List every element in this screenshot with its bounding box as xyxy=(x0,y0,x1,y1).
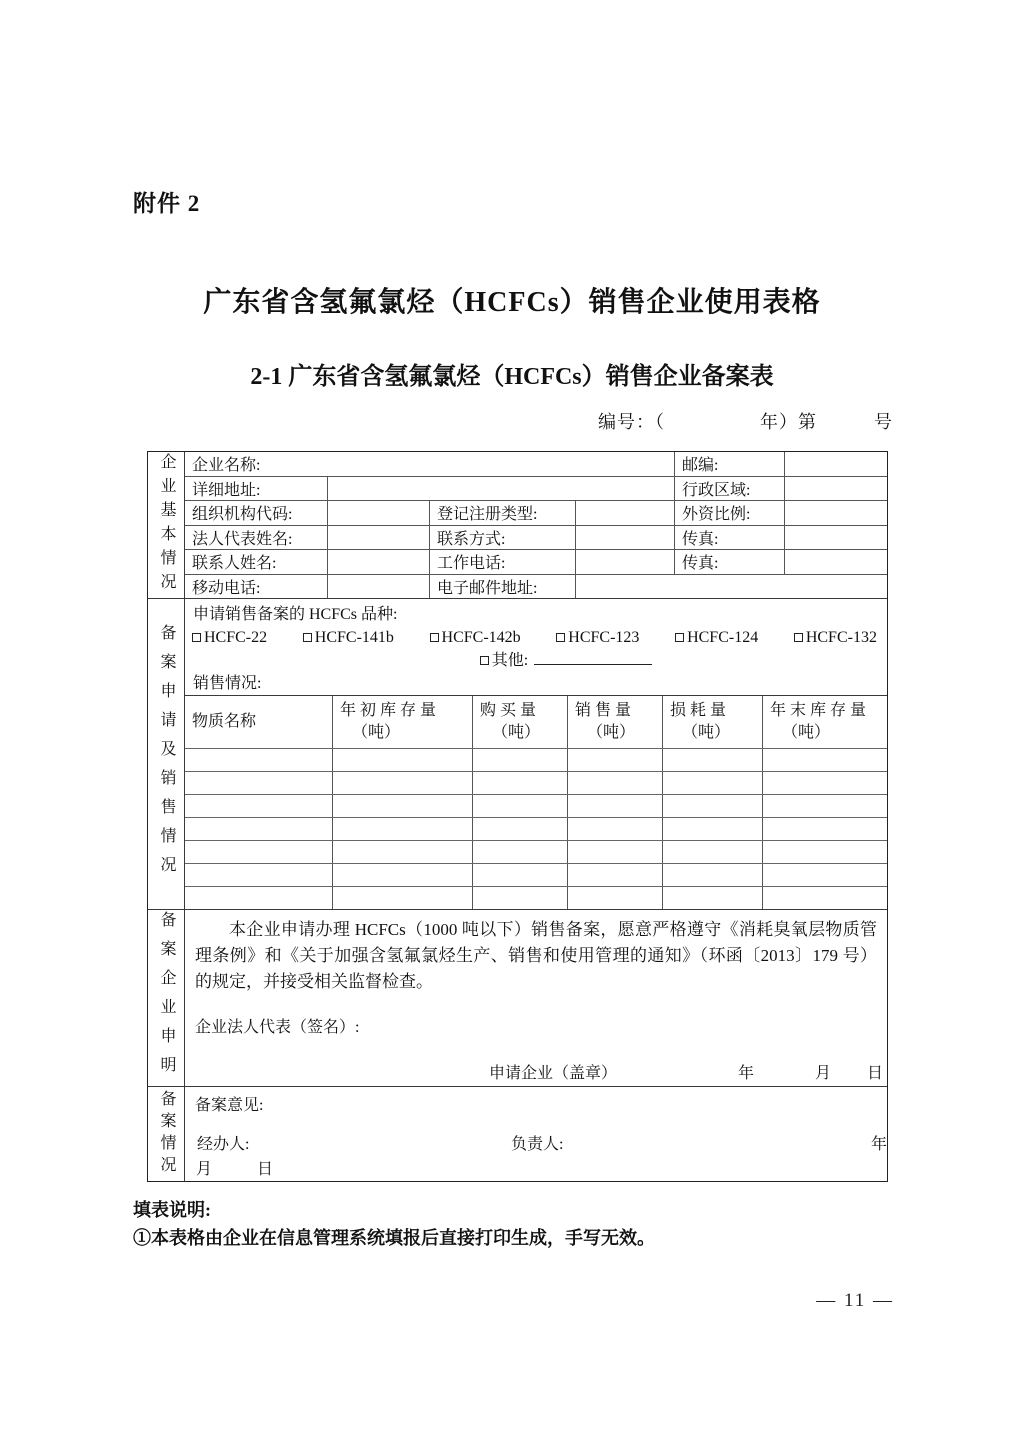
sales-table-cell xyxy=(567,795,662,817)
applicant-stamp-label: 申请企业（盖章） xyxy=(489,1065,618,1082)
checkbox-icon xyxy=(430,633,439,642)
sales-table-cell xyxy=(332,818,472,840)
row-company-name xyxy=(185,452,887,476)
checkbox-icon xyxy=(303,633,312,642)
sales-table-cell xyxy=(472,818,567,840)
sales-table-cell xyxy=(762,772,887,794)
sales-table-cell xyxy=(472,864,567,886)
handler-label: 经办人: xyxy=(197,1136,250,1153)
attachment-label: 附件 2 xyxy=(133,191,201,216)
sales-table-row xyxy=(185,863,887,886)
checkbox-hcfc-124: HCFC-124 xyxy=(675,626,758,649)
sales-table-cell xyxy=(185,818,332,840)
status-month-label: 月 xyxy=(196,1161,213,1178)
company-name-label: 企业名称: xyxy=(192,457,261,475)
fax2-label: 传真: xyxy=(674,550,784,574)
region-value-cell xyxy=(784,477,887,501)
sales-table-cell xyxy=(762,818,887,840)
header-sales-amount: 销 售 量 （吨） xyxy=(567,696,662,748)
sales-table-cell xyxy=(662,795,762,817)
sales-table-cell xyxy=(567,864,662,886)
checkbox-icon xyxy=(192,633,201,642)
filing-opinion-label: 备案意见: xyxy=(195,1097,264,1114)
postal-code-label: 邮编: xyxy=(674,452,784,476)
sales-table-row xyxy=(185,794,887,817)
mobile-phone-value-cell xyxy=(327,575,429,599)
sales-table-cell xyxy=(567,887,662,909)
region-label: 行政区域: xyxy=(674,477,784,501)
foreign-ratio-label: 外资比例: xyxy=(674,501,784,525)
row-address xyxy=(185,476,887,501)
checkbox-icon xyxy=(556,633,565,642)
email-value-cell xyxy=(575,575,887,599)
checkbox-hcfc-22: HCFC-22 xyxy=(192,626,267,649)
reg-type-value-cell xyxy=(575,501,674,525)
filing-form-table xyxy=(147,451,888,1182)
sales-table-cell xyxy=(185,772,332,794)
filing-status-group-label: 备案情况 xyxy=(148,1087,185,1181)
declaration-group-label: 备案企业申明 xyxy=(148,910,185,1086)
sales-table-cell xyxy=(567,772,662,794)
sales-table-cell xyxy=(662,841,762,863)
sales-table-cell xyxy=(332,749,472,771)
hcfc-species-zone xyxy=(185,599,887,695)
form-subtitle: 2-1 广东省含氢氟氯烃（HCFCs）销售企业备案表 xyxy=(250,364,774,390)
date-year-label: 年 xyxy=(738,1065,755,1082)
note-item-1: ①本表格由企业在信息管理系统填报后直接打印生成，手写无效。 xyxy=(133,1228,655,1248)
sales-table-cell xyxy=(567,841,662,863)
sales-table-cell xyxy=(662,818,762,840)
sales-table-cell xyxy=(762,864,887,886)
row-contact-person xyxy=(185,549,887,574)
sales-table-cell xyxy=(185,795,332,817)
date-month-label: 月 xyxy=(815,1065,832,1082)
date-day-label: 日 xyxy=(867,1065,884,1082)
sales-table-cell xyxy=(662,749,762,771)
section-declaration xyxy=(148,909,887,1086)
legal-rep-value-cell xyxy=(327,526,429,550)
work-phone-label: 工作电话: xyxy=(429,550,575,574)
basic-info-group-label: 企业基本情况 xyxy=(148,452,185,598)
checkbox-other-row xyxy=(185,649,887,672)
section-filing-sales xyxy=(148,598,887,909)
contact-name-label: 联系人姓名: xyxy=(192,555,277,573)
row-mobile-email xyxy=(185,574,887,599)
header-purchase-amount: 购 买 量 （吨） xyxy=(472,696,567,748)
checkbox-hcfc-141b: HCFC-141b xyxy=(303,626,394,649)
sales-table-header xyxy=(185,695,887,748)
sales-table-cell xyxy=(662,772,762,794)
foreign-ratio-value-cell xyxy=(784,501,887,525)
postal-code-value-cell xyxy=(784,452,887,476)
fax1-label: 传真: xyxy=(674,526,784,550)
row-org-code xyxy=(185,500,887,525)
section-filing-status xyxy=(148,1086,887,1181)
sales-table-cell xyxy=(762,841,887,863)
header-opening-stock: 年 初 库 存 量 （吨） xyxy=(332,696,472,748)
checkbox-icon xyxy=(480,656,489,665)
email-label: 电子邮件地址: xyxy=(429,575,575,599)
checkbox-icon xyxy=(675,633,684,642)
sales-table-empty-rows xyxy=(185,748,887,909)
sales-table-cell xyxy=(662,887,762,909)
org-code-value-cell xyxy=(327,501,429,525)
sales-table-cell xyxy=(185,864,332,886)
notes-title: 填表说明: xyxy=(133,1200,211,1220)
sales-table-cell xyxy=(472,795,567,817)
mobile-phone-label: 移动电话: xyxy=(192,579,261,597)
fax2-value-cell xyxy=(784,550,887,574)
address-label: 详细地址: xyxy=(192,481,261,499)
other-label: 其他: xyxy=(491,652,529,669)
sales-table-cell xyxy=(762,887,887,909)
header-closing-stock: 年 末 库 存 量 （吨） xyxy=(762,696,887,748)
sales-table-cell xyxy=(185,887,332,909)
sales-table-cell xyxy=(762,795,887,817)
address-value-cell xyxy=(327,477,674,501)
sales-table-cell xyxy=(332,772,472,794)
sales-table-cell xyxy=(185,749,332,771)
checkbox-hcfc-142b: HCFC-142b xyxy=(430,626,521,649)
sales-table-cell xyxy=(472,749,567,771)
checkbox-hcfc-123: HCFC-123 xyxy=(556,626,639,649)
sales-table-cell xyxy=(472,887,567,909)
page-number: — 11 — xyxy=(816,1290,894,1311)
sales-table-cell xyxy=(567,818,662,840)
org-code-label: 组织机构代码: xyxy=(192,506,293,524)
checkbox-hcfc-132: HCFC-132 xyxy=(794,626,877,649)
legal-rep-label: 法人代表姓名: xyxy=(192,530,293,548)
sales-table-cell xyxy=(662,864,762,886)
row-legal-rep xyxy=(185,525,887,550)
status-year-label: 年 xyxy=(871,1136,888,1153)
sales-table-cell xyxy=(332,841,472,863)
sales-table-row xyxy=(185,840,887,863)
sales-table-row xyxy=(185,886,887,909)
sales-table-row xyxy=(185,771,887,794)
section-basic-info xyxy=(148,452,887,598)
fax1-value-cell xyxy=(784,526,887,550)
species-title: 申请销售备案的 HCFCs 品种: xyxy=(193,606,398,623)
sales-table-cell xyxy=(332,887,472,909)
work-phone-value-cell xyxy=(575,550,674,574)
other-fill-line xyxy=(534,651,652,665)
sales-table-cell xyxy=(472,841,567,863)
header-material-name: 物质名称 xyxy=(192,713,257,730)
sales-table-cell xyxy=(567,749,662,771)
serial-number-line: 编号：（ 年）第 号 xyxy=(598,412,893,432)
stamp-date-line xyxy=(185,1060,887,1080)
contact-name-value-cell xyxy=(327,550,429,574)
contact-method-label: 联系方式: xyxy=(429,526,575,550)
sales-table-row xyxy=(185,817,887,840)
sales-table-row xyxy=(185,748,887,771)
declaration-text: 本企业申请办理 HCFCs（1000 吨以下）销售备案，愿意严格遵守《消耗臭氧层物质管理条例》和《关于加强含氢氟氯烃生产、销售和使用管理的通知》（环函〔2013〕179 号）的规定，并接受相关监督检查。 xyxy=(195,920,877,991)
sales-situation-label: 销售情况: xyxy=(193,675,262,692)
status-day-label: 日 xyxy=(257,1161,274,1178)
sales-table-cell xyxy=(332,795,472,817)
principal-label: 负责人: xyxy=(511,1136,564,1153)
contact-method-value-cell xyxy=(575,526,674,550)
filing-sales-group-label: 备案申请及销售情况 xyxy=(148,599,185,909)
sales-table-cell xyxy=(472,772,567,794)
page-title: 广东省含氢氟氯烃（HCFCs）销售企业使用表格 xyxy=(203,287,821,318)
sales-table-cell xyxy=(762,749,887,771)
reg-type-label: 登记注册类型: xyxy=(429,501,575,525)
sales-table-cell xyxy=(332,864,472,886)
sales-table-cell xyxy=(185,841,332,863)
header-loss-amount: 损 耗 量 （吨） xyxy=(662,696,762,748)
checkbox-icon xyxy=(794,633,803,642)
species-checkbox-row xyxy=(185,626,887,649)
legal-rep-signature-label: 企业法人代表（签名）: xyxy=(195,1019,360,1036)
